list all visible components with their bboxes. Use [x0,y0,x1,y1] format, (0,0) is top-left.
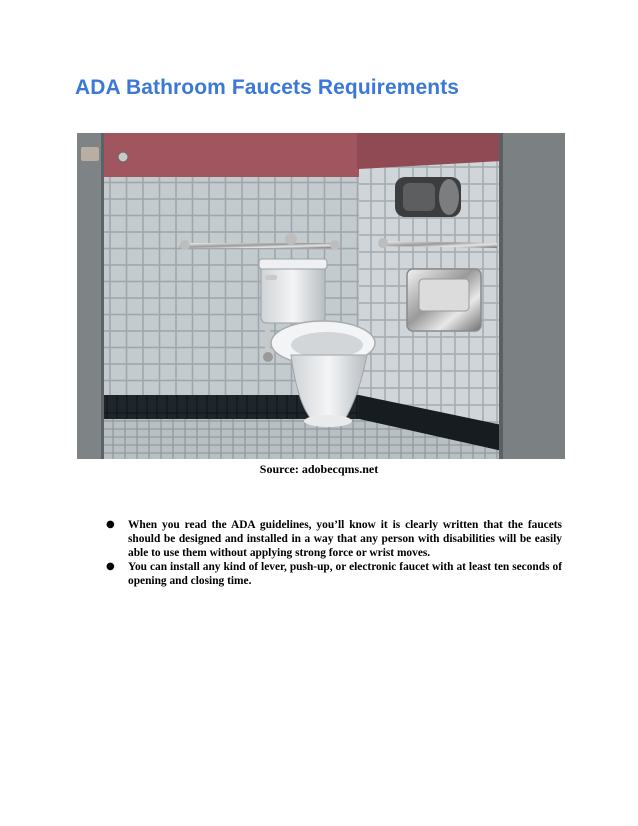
bullet-icon: ● [106,561,115,572]
list-item [104,560,562,588]
bullet-icon: ● [106,519,115,530]
bathroom-photo [77,133,565,459]
image-caption: Source: adobecqms.net [259,462,379,476]
bullet-list [104,518,562,588]
page-title: ADA Bathroom Faucets Requirements [75,76,460,99]
list-item-text: When you read the ADA guidelines, you’ll know it is clearly written that the faucets should be designed and installed in a way that any person with disabilities will be easily able to use them without applying strong force or wrist moves. [128,519,562,559]
list-item-text: You can install any kind of lever, push-up, or electronic faucet with at least ten seconds of opening and closing time. [128,561,562,587]
list-item [104,518,562,560]
